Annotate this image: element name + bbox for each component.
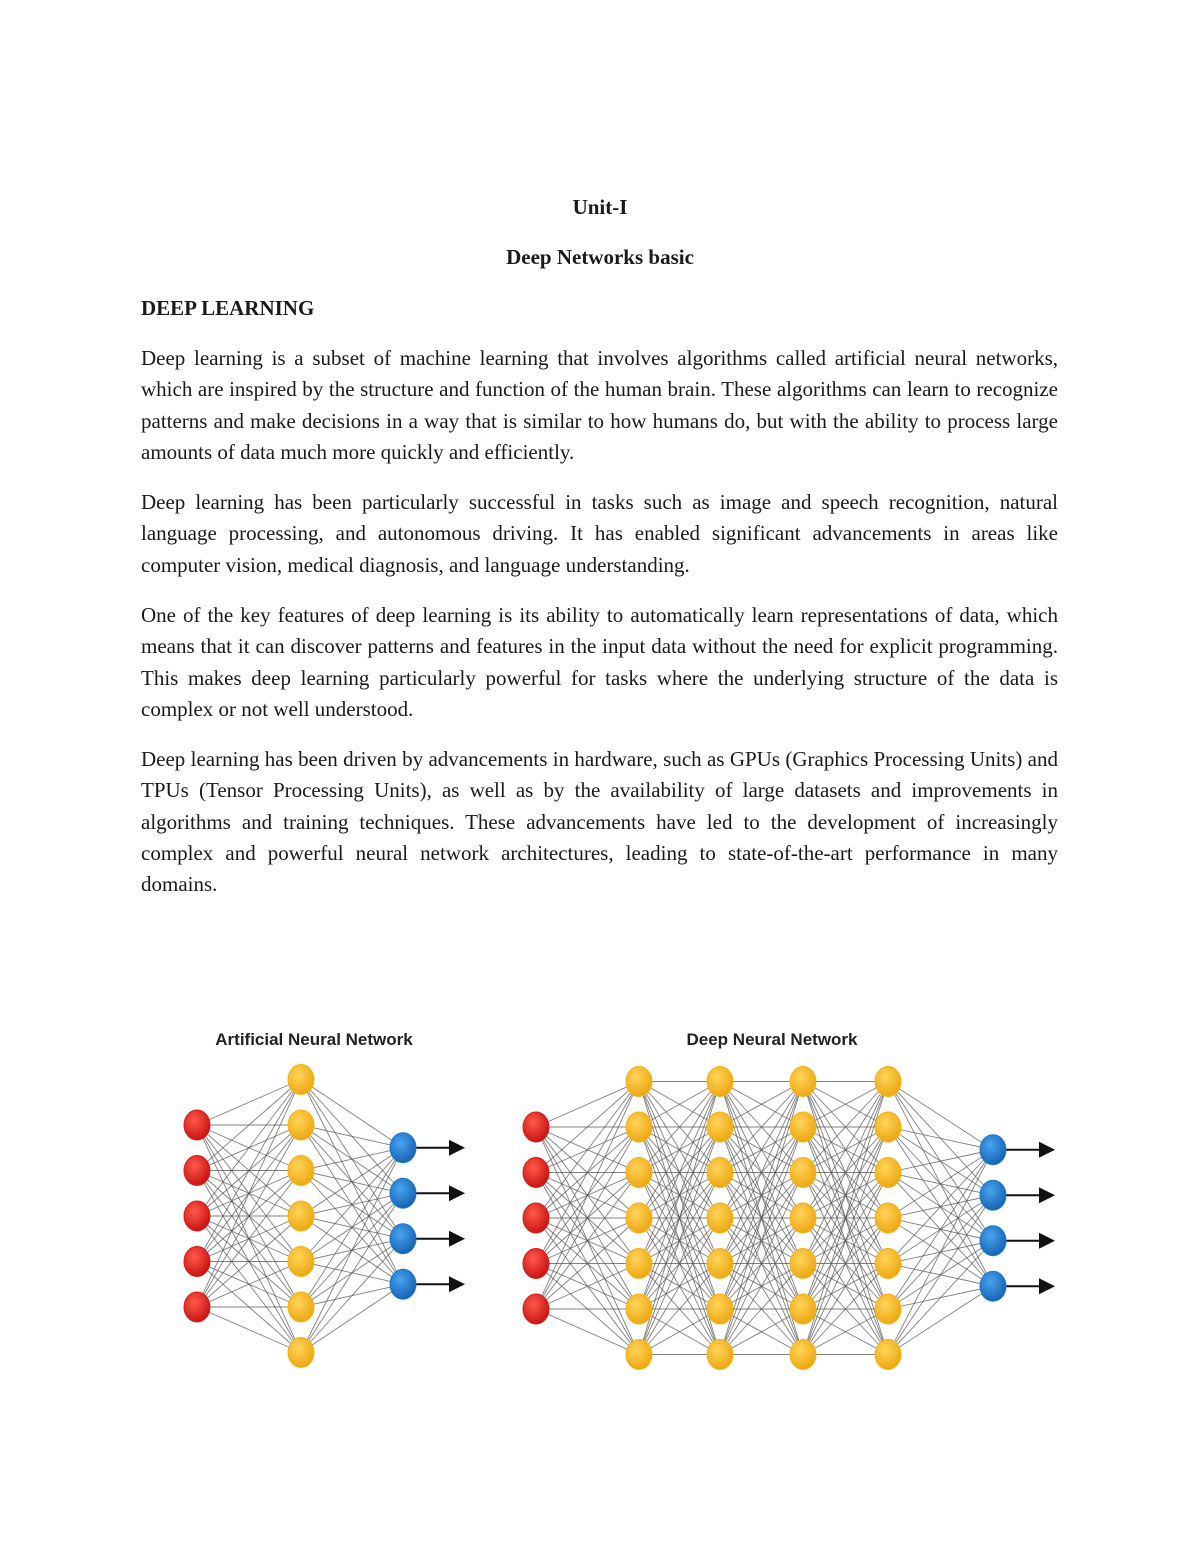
paragraph-definition: Deep learning is a subset of machine learning that involves algorithms called artificial neural networks, which are inspired by the structure and function of the human brain. These algorithms can learn to recognize patterns and make decisions in a way that is similar to how humans do, but with the ability to process large amounts of data much more quickly and efficiently.: [141, 346, 1058, 464]
input-node: [523, 1112, 549, 1142]
network-edge: [301, 1148, 403, 1353]
network-edge: [301, 1148, 403, 1216]
output-node: [980, 1226, 1006, 1256]
hidden-node: [707, 1067, 733, 1097]
output-node: [390, 1133, 416, 1163]
input-node: [523, 1249, 549, 1279]
hidden-node: [790, 1158, 816, 1188]
network-edge: [301, 1080, 403, 1148]
connection-edges: [197, 1080, 1053, 1355]
hidden-node: [875, 1067, 901, 1097]
network-edge: [536, 1082, 639, 1219]
output-node: [390, 1178, 416, 1208]
network-edge: [888, 1150, 993, 1173]
network-edge: [197, 1307, 301, 1353]
hidden-node: [707, 1158, 733, 1188]
paragraph-key-features: One of the key features of deep learning is its ability to automatically learn representations of data, which means that it can discover patterns and features in the input data without the need for explicit programming. This makes deep learning particularly powerful for tasks where the underlying structure of the data is complex or not well understood.: [141, 603, 1058, 721]
ann-title: Artificial Neural Network: [215, 1030, 413, 1049]
network-edge: [197, 1080, 301, 1217]
section-heading: DEEP LEARNING: [141, 296, 315, 320]
hidden-node: [288, 1065, 314, 1095]
input-node: [523, 1203, 549, 1233]
hidden-node: [707, 1340, 733, 1370]
neural-network-figure: [170, 1018, 1070, 1378]
network-edge: [888, 1150, 993, 1218]
input-node: [523, 1158, 549, 1188]
hidden-node: [288, 1201, 314, 1231]
network-edge: [301, 1284, 403, 1352]
input-node: [184, 1156, 210, 1186]
network-edge: [301, 1148, 403, 1262]
network-edge: [888, 1150, 993, 1309]
hidden-node: [626, 1158, 652, 1188]
hidden-node: [707, 1112, 733, 1142]
hidden-node: [790, 1249, 816, 1279]
hidden-node: [707, 1249, 733, 1279]
network-edge: [536, 1309, 639, 1355]
hidden-node: [790, 1340, 816, 1370]
neural-network-diagram: [170, 1018, 1070, 1378]
input-node: [184, 1292, 210, 1322]
network-edge: [888, 1150, 993, 1355]
hidden-node: [626, 1067, 652, 1097]
hidden-node: [626, 1294, 652, 1324]
input-node: [184, 1110, 210, 1140]
hidden-node: [790, 1294, 816, 1324]
hidden-node: [288, 1247, 314, 1277]
hidden-node: [288, 1110, 314, 1140]
network-edge: [888, 1195, 993, 1354]
network-edge: [536, 1082, 639, 1310]
unit-title: Unit-I: [572, 195, 628, 219]
network-edge: [301, 1125, 403, 1148]
hidden-node: [626, 1249, 652, 1279]
input-node: [184, 1201, 210, 1231]
hidden-node: [875, 1203, 901, 1233]
network-edge: [301, 1193, 403, 1352]
network-edge: [888, 1286, 993, 1354]
paragraph-applications: Deep learning has been particularly successful in tasks such as image and speech recognition, natural language processing, and autonomous driving. It has enabled significant advancements in areas like computer vision, medical diagnosis, and language understanding.: [141, 490, 1058, 577]
network-edge: [888, 1082, 993, 1150]
hidden-node: [288, 1156, 314, 1186]
network-edge: [197, 1080, 301, 1126]
hidden-node: [288, 1338, 314, 1368]
hidden-node: [626, 1203, 652, 1233]
hidden-node: [875, 1294, 901, 1324]
output-node: [390, 1269, 416, 1299]
input-node: [184, 1247, 210, 1277]
hidden-node: [875, 1112, 901, 1142]
output-node: [980, 1180, 1006, 1210]
network-edge: [888, 1150, 993, 1264]
network-edge: [301, 1148, 403, 1307]
network-edge: [197, 1080, 301, 1308]
hidden-node: [707, 1203, 733, 1233]
network-nodes: [184, 1065, 1006, 1370]
hidden-node: [707, 1294, 733, 1324]
network-edge: [888, 1241, 993, 1355]
network-edge: [301, 1148, 403, 1171]
dnn-title: Deep Neural Network: [686, 1030, 858, 1049]
network-edge: [888, 1127, 993, 1150]
output-node: [980, 1135, 1006, 1165]
hidden-node: [875, 1158, 901, 1188]
hidden-node: [875, 1249, 901, 1279]
hidden-node: [790, 1203, 816, 1233]
hidden-node: [790, 1112, 816, 1142]
hidden-node: [626, 1112, 652, 1142]
paragraph-drivers: Deep learning has been driven by advancements in hardware, such as GPUs (Graphics Processing Units) and TPUs (Tensor Processing Units), as well as by the availability of large datasets and improvements in algorithms and training techniques. These advancements have led to the development of increasingly complex and powerful neural network architectures, leading to state-of-the-art performance in many domains.: [141, 747, 1058, 897]
output-node: [980, 1271, 1006, 1301]
output-node: [390, 1224, 416, 1254]
section-subtitle: Deep Networks basic: [506, 245, 694, 269]
hidden-node: [790, 1067, 816, 1097]
network-edge: [301, 1239, 403, 1353]
input-node: [523, 1294, 549, 1324]
hidden-node: [626, 1340, 652, 1370]
hidden-node: [875, 1340, 901, 1370]
network-edge: [536, 1082, 639, 1128]
hidden-node: [288, 1292, 314, 1322]
